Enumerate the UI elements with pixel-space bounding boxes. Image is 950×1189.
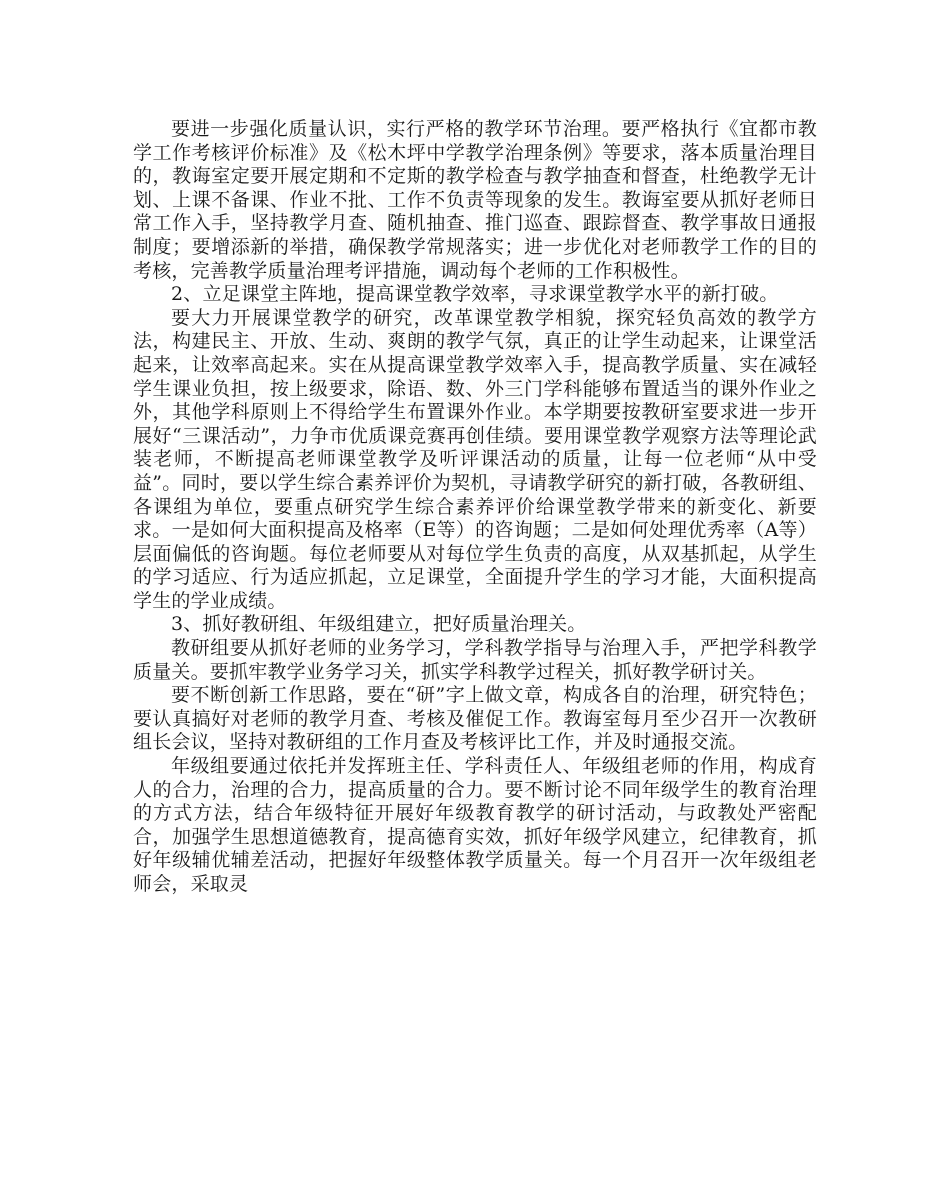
heading-teaching-groups: 3、抓好教研组、年级组建立，把好质量治理关。 bbox=[171, 613, 587, 636]
paragraph-grade-group: 年级组要通过依托并发挥班主任、学科责任人、年级组老师的作用，构成育人的合力，治理的合力，提高质量的合力。要不断讨论不同年级学生的教育治理的方式方法，结合年级特征开展好年级教育教学的研讨活动，与政教处严密配合，加强学生思想道德教育，提高德育实效，抓好年级学风建立，纪律教育，抓好年级辅优辅差活动，把握好年级整体教学质量关。每一个月召开一次年级组老师会，采取灵 bbox=[133, 755, 817, 895]
paragraph-quality-awareness: 要进一步强化质量认识，实行严格的教学环节治理。要严格执行《宜都市教学工作考核评价标准》及《松木坪中学教学治理条例》等要求，落本质量治理目的，教诲室定要开展定期和不定斯的教学检查与教学抽查和督查，杜绝教学无计划、上课不备课、作业不批、工作不负责等现象的发生。教诲室要从抓好老师日常工作入手，坚持教学月查、随机抽查、推门巡查、跟踪督查、教学事故日通报制度；要增添新的举措，确保教学常规落实；进一步优化对老师教学工作的目的考核，完善教学质量治理考评措施，调动每个老师的工作积极性。 bbox=[133, 118, 817, 282]
paragraph-innovation: 要不断创新工作思路，要在“研”字上做文章，构成各自的治理，研究特色；要认真搞好对老师的教学月查、考核及催促工作。教诲室每月至少召开一次教研组长会议，坚持对教研组的工作月查及考核评比工作，并及时通报交流。 bbox=[133, 684, 817, 754]
document-body bbox=[133, 118, 817, 897]
paragraph-classroom-research: 要大力开展课堂教学的研究，改革课堂教学相貌，探究轻负高效的教学方法，构建民主、开放、生动、爽朗的教学气氛，真正的让学生动起来，让课堂活起来，让效率高起来。实在从提高课堂教学效率入手，提高教学质量、实在减轻学生课业负担，按上级要求，除语、数、外三门学科能够布置适当的课外作业之外，其他学科原则上不得给学生布置课外作业。本学期要按教研室要求进一步开展好“三课活动”，力争市优质课竞赛再创佳绩。要用课堂教学观察方法等理论武装老师，不断提高老师课堂教学及听评课活动的质量，让每一位老师“从中受益”。同时，要以学生综合素养评价为契机，寻请教学研究的新打破，各教研组、各课组为单位，要重点研究学生综合素养评价给课堂教学带来的新变化、新要求。一是如何大面积提高及格率（E等）的咨询题；二是如何处理优秀率（A等）层面偏低的咨询题。每位老师要从对每位学生负责的高度，从双基抓起，从学生的学习适应、行为适应抓起，立足课堂，全面提升学生的学习才能，大面积提高学生的学业成绩。 bbox=[133, 306, 817, 612]
heading-classroom-main-front: 2、立足课堂主阵地，提高课堂教学效率，寻求课堂教学水平的新打破。 bbox=[171, 283, 779, 306]
paragraph-research-group: 教研组要从抓好老师的业务学习，学科教学指导与治理入手，严把学科教学质量关。要抓牢教学业务学习关，抓实学科教学过程关，抓好教学研讨关。 bbox=[133, 637, 817, 683]
